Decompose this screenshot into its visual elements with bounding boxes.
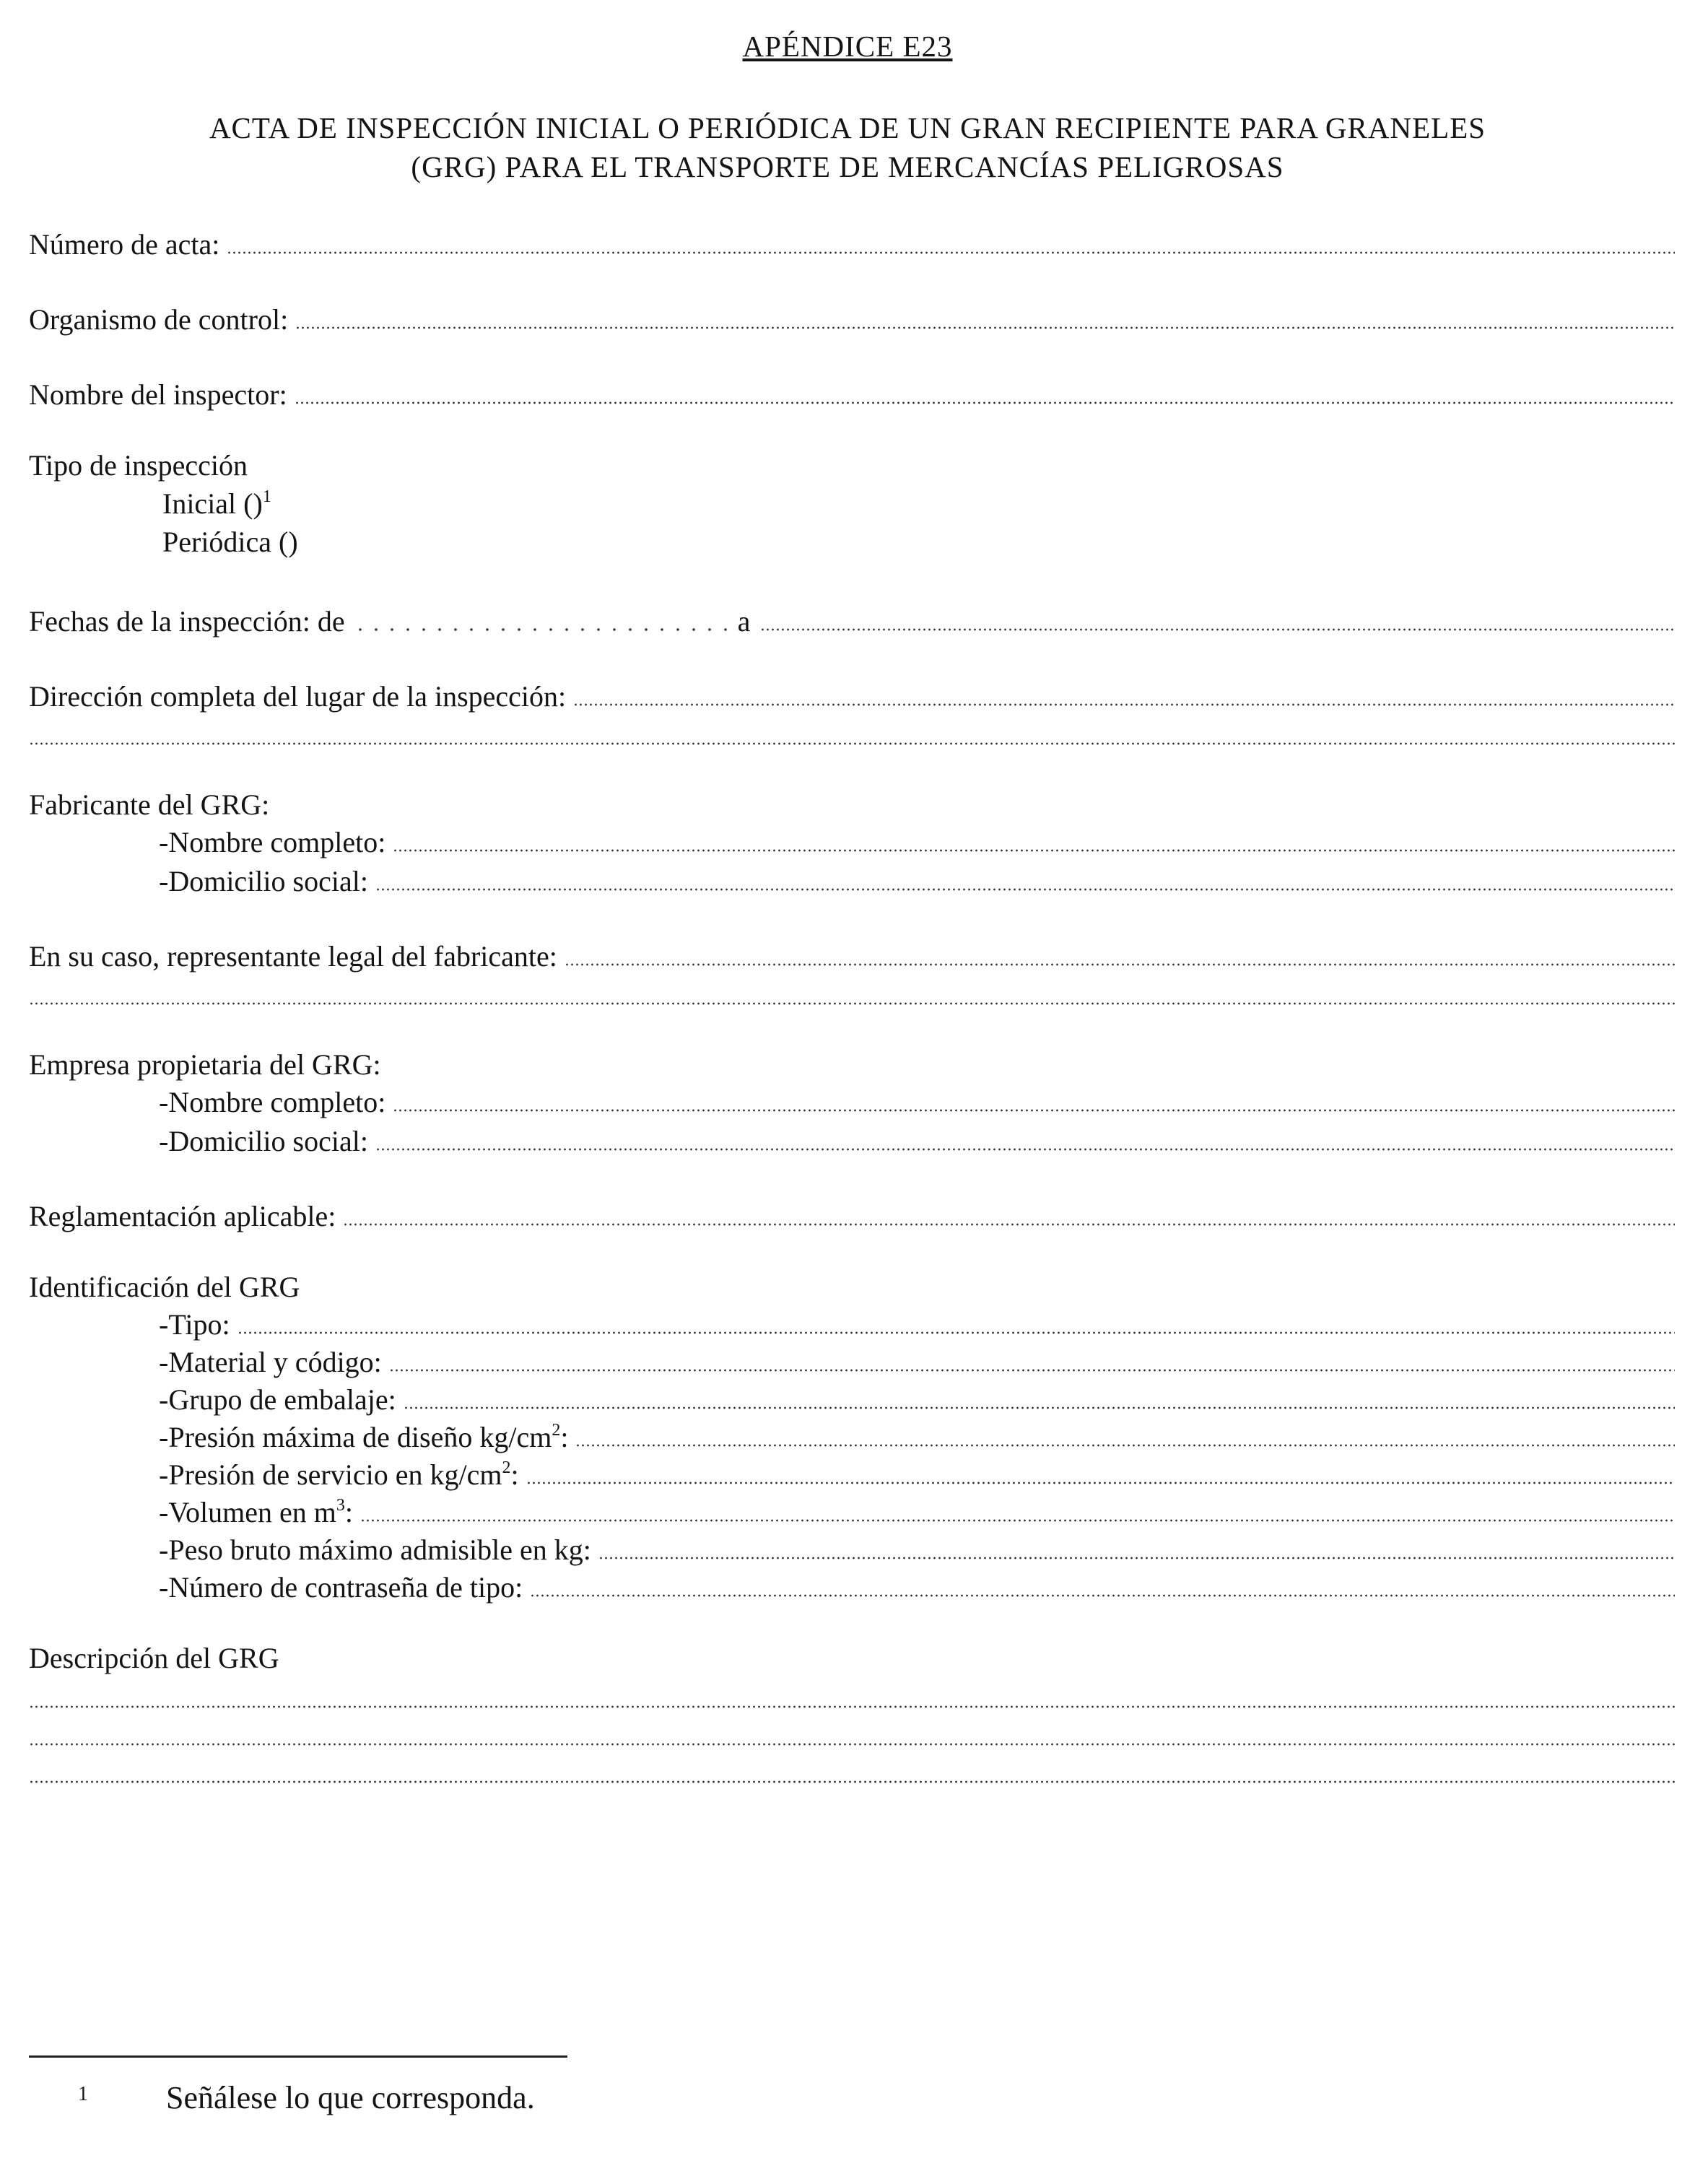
emp-domicilio-field[interactable] <box>375 1148 1675 1151</box>
tipo-row <box>159 1302 1675 1343</box>
descripcion-line-2 <box>29 1714 1675 1754</box>
emp-domicilio-row <box>159 1119 1675 1160</box>
fab-domicilio-row <box>159 859 1675 900</box>
presion-max-label <box>159 1419 575 1456</box>
descripcion-line-3 <box>29 1752 1675 1792</box>
grupo-label: -Grupo de embalaje: <box>159 1383 396 1416</box>
reglamentacion-field[interactable] <box>343 1223 1675 1226</box>
empresa-label: Empresa propietaria del GRG: <box>29 1048 381 1081</box>
volumen-row <box>159 1490 1675 1531</box>
organismo-field[interactable] <box>295 326 1675 329</box>
volumen-exponent: 3 <box>336 1496 345 1515</box>
descripcion-field-1[interactable] <box>29 1705 1675 1708</box>
presion-serv-colon: : <box>510 1458 519 1491</box>
title-line-1: ACTA DE INSPECCIÓN INICIAL O PERIÓDICA DE UN GRAN RECIPIENTE PARA GRANELES <box>209 111 1486 144</box>
presion-serv-text: -Presión de servicio en kg/cm <box>159 1458 502 1491</box>
contrasena-row <box>159 1565 1675 1606</box>
tipo-field[interactable] <box>238 1331 1675 1334</box>
descripcion-line-1 <box>29 1676 1675 1717</box>
material-field[interactable] <box>389 1369 1675 1372</box>
fab-domicilio-label: -Domicilio social: <box>159 865 368 897</box>
contrasena-label: -Número de contraseña de tipo: <box>159 1571 523 1604</box>
direccion-row <box>29 674 1675 715</box>
emp-nombre-field[interactable] <box>393 1109 1675 1112</box>
volumen-field[interactable] <box>360 1519 1675 1522</box>
inspector-field[interactable] <box>295 401 1675 404</box>
tipo-inspeccion-label: Tipo de inspección <box>29 449 248 482</box>
presion-max-colon: : <box>560 1421 569 1453</box>
organismo-label: Organismo de control: <box>29 303 289 336</box>
representante-field[interactable] <box>565 963 1675 966</box>
footnote-text: Señálese lo que corresponda. <box>166 2080 535 2115</box>
fab-domicilio-field[interactable] <box>375 888 1675 891</box>
grupo-field[interactable] <box>404 1406 1675 1409</box>
numero-acta-row <box>29 222 1675 263</box>
footnote-mark: 1 <box>78 2083 88 2105</box>
footnote-ref: 1 <box>262 487 271 506</box>
fecha-desde-field[interactable] <box>352 628 728 631</box>
emp-domicilio-label: -Domicilio social: <box>159 1125 368 1157</box>
representante-label: En su caso, representante legal del fabricante: <box>29 940 557 973</box>
periodica-option[interactable]: Periódica () <box>162 526 298 558</box>
numero-acta-label: Número de acta: <box>29 228 220 261</box>
reglamentacion-label: Reglamentación aplicable: <box>29 1200 336 1232</box>
representante-row <box>29 934 1675 975</box>
presion-max-field[interactable] <box>575 1444 1675 1447</box>
descripcion-field-3[interactable] <box>29 1780 1675 1783</box>
emp-nombre-row <box>159 1080 1675 1121</box>
volumen-colon: : <box>344 1496 354 1528</box>
grupo-row <box>159 1378 1675 1418</box>
appendix-heading: APÉNDICE E23 <box>742 30 953 63</box>
presion-max-exponent: 2 <box>552 1421 561 1440</box>
title-line-2: (GRG) PARA EL TRANSPORTE DE MERCANCÍAS PELIGROSAS <box>411 150 1284 183</box>
emp-nombre-label: -Nombre completo: <box>159 1086 386 1118</box>
descripcion-label: Descripción del GRG <box>29 1642 279 1674</box>
identificacion-label: Identificación del GRG <box>29 1271 300 1303</box>
fabricante-label: Fabricante del GRG: <box>29 788 270 821</box>
direccion-label: Dirección completa del lugar de la inspección: <box>29 680 567 713</box>
volumen-text: -Volumen en m <box>159 1496 336 1528</box>
organismo-row <box>29 297 1675 338</box>
presion-serv-label <box>159 1457 526 1493</box>
fab-nombre-field[interactable] <box>393 849 1675 852</box>
contrasena-field[interactable] <box>530 1594 1675 1597</box>
direccion-field[interactable] <box>573 703 1675 706</box>
inicial-label: Inicial () <box>162 487 263 520</box>
inspector-row <box>29 373 1675 413</box>
presion-serv-exponent: 2 <box>502 1458 511 1477</box>
presion-max-row <box>159 1415 1675 1456</box>
presion-max-text: -Presión máxima de diseño kg/cm <box>159 1421 552 1453</box>
numero-acta-field[interactable] <box>227 251 1675 254</box>
direccion-row-2 <box>29 713 1675 754</box>
material-label: -Material y código: <box>159 1346 382 1378</box>
representante-field-2[interactable] <box>29 1002 1675 1005</box>
document-title <box>29 108 1666 186</box>
representante-row-2 <box>29 973 1675 1014</box>
fab-nombre-row <box>159 820 1675 861</box>
presion-serv-row <box>159 1453 1675 1493</box>
footnote-divider <box>29 2055 567 2058</box>
peso-row <box>159 1528 1675 1568</box>
fecha-hasta-field[interactable] <box>760 628 1675 631</box>
fechas-row <box>29 599 1675 640</box>
direccion-field-2[interactable] <box>29 742 1675 745</box>
peso-field[interactable] <box>598 1557 1675 1559</box>
peso-label: -Peso bruto máximo admisible en kg: <box>159 1533 591 1566</box>
inspector-label: Nombre del inspector: <box>29 378 287 411</box>
descripcion-field-2[interactable] <box>29 1743 1675 1746</box>
volumen-label <box>159 1495 360 1531</box>
presion-serv-field[interactable] <box>526 1482 1675 1484</box>
fab-nombre-label: -Nombre completo: <box>159 826 386 858</box>
material-row <box>159 1340 1675 1380</box>
fechas-label: Fechas de la inspección: de <box>29 605 345 638</box>
reglamentacion-row <box>29 1194 1675 1235</box>
tipo-label: -Tipo: <box>159 1308 230 1341</box>
inicial-option[interactable] <box>162 486 271 522</box>
fechas-a-label: a <box>737 605 751 638</box>
